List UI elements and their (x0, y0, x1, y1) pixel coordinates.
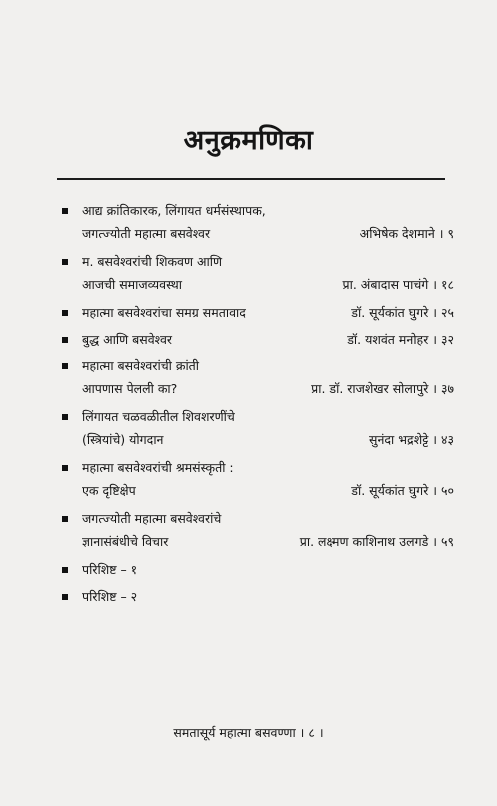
toc-entry (62, 508, 454, 553)
toc-entry-author-page: डॉ. सूर्यकांत घुगरे । २५ (351, 305, 454, 320)
square-bullet-icon (62, 567, 68, 573)
toc-entry-title: म. बसवेश्वरांची शिकवण आणि आजची समाजव्यवस्था (82, 254, 223, 292)
toc-entry (62, 559, 454, 582)
toc-entry-author-page: सुनंदा भद्रशेट्टे । ४३ (369, 431, 454, 447)
toc-entry-author-page: डॉ. यशवंत मनोहर । ३२ (347, 331, 454, 347)
toc-entry (62, 251, 454, 296)
square-bullet-icon (62, 310, 68, 316)
toc-entry (62, 406, 454, 451)
square-bullet-icon (62, 465, 68, 471)
toc-entry-author-page: अभिषेक देशमाने । ९ (359, 225, 454, 241)
page-footer: समतासूर्य महात्मा बसवण्णा । ८ । (173, 725, 324, 740)
page-title: अनुक्रमणिका (183, 125, 314, 156)
toc-entry (62, 329, 454, 352)
square-bullet-icon (62, 259, 68, 265)
square-bullet-icon (62, 594, 68, 600)
toc-entry-title: जगत्ज्योती महात्मा बसवेश्वरांचे ज्ञानासंबंधीचे विचार (82, 511, 222, 549)
toc-entry-author-page: प्रा. लक्ष्मण काशिनाथ उलगडे । ५९ (299, 533, 454, 549)
square-bullet-icon (62, 208, 68, 214)
toc-entry-author-page: डॉ. सूर्यकांत घुगरे । ५० (351, 482, 454, 498)
toc-entry (62, 302, 454, 325)
title-divider (57, 178, 445, 180)
square-bullet-icon (62, 414, 68, 420)
toc-entry-author-page: प्रा. अंबादास पाचंगे । १८ (342, 276, 454, 292)
toc-entry (62, 586, 454, 609)
toc-entry-title: परिशिष्ट – २ (82, 588, 138, 604)
toc-entry-title: आद्य क्रांतिकारक, लिंगायत धर्मसंस्थापक, जगत्ज्योती महात्मा बसवेश्वर (82, 203, 266, 241)
toc-entry (62, 200, 454, 245)
toc-entry-title: महात्मा बसवेश्वरांचा समग्र समतावाद (82, 305, 246, 320)
toc-entry-title: महात्मा बसवेश्वरांची श्रमसंस्कृती : एक दृष्टिक्षेप (82, 460, 234, 498)
toc-entry-title: लिंगायत चळवळीतील शिवशरणींचे (स्त्रियांचे) योगदान (82, 409, 235, 447)
toc-entry (62, 355, 454, 400)
toc-entry-author-page: प्रा. डॉ. राजशेखर सोलापुरे । ३७ (311, 380, 454, 396)
square-bullet-icon (62, 337, 68, 343)
square-bullet-icon (62, 516, 68, 522)
table-of-contents (62, 200, 454, 612)
toc-entry-title: महात्मा बसवेश्वरांची क्रांती आपणास पेलली का? (82, 358, 200, 396)
square-bullet-icon (62, 363, 68, 369)
toc-entry (62, 457, 454, 502)
toc-entry-title: बुद्ध आणि बसवेश्वर (82, 331, 173, 347)
toc-entry-title: परिशिष्ट – १ (82, 562, 138, 577)
